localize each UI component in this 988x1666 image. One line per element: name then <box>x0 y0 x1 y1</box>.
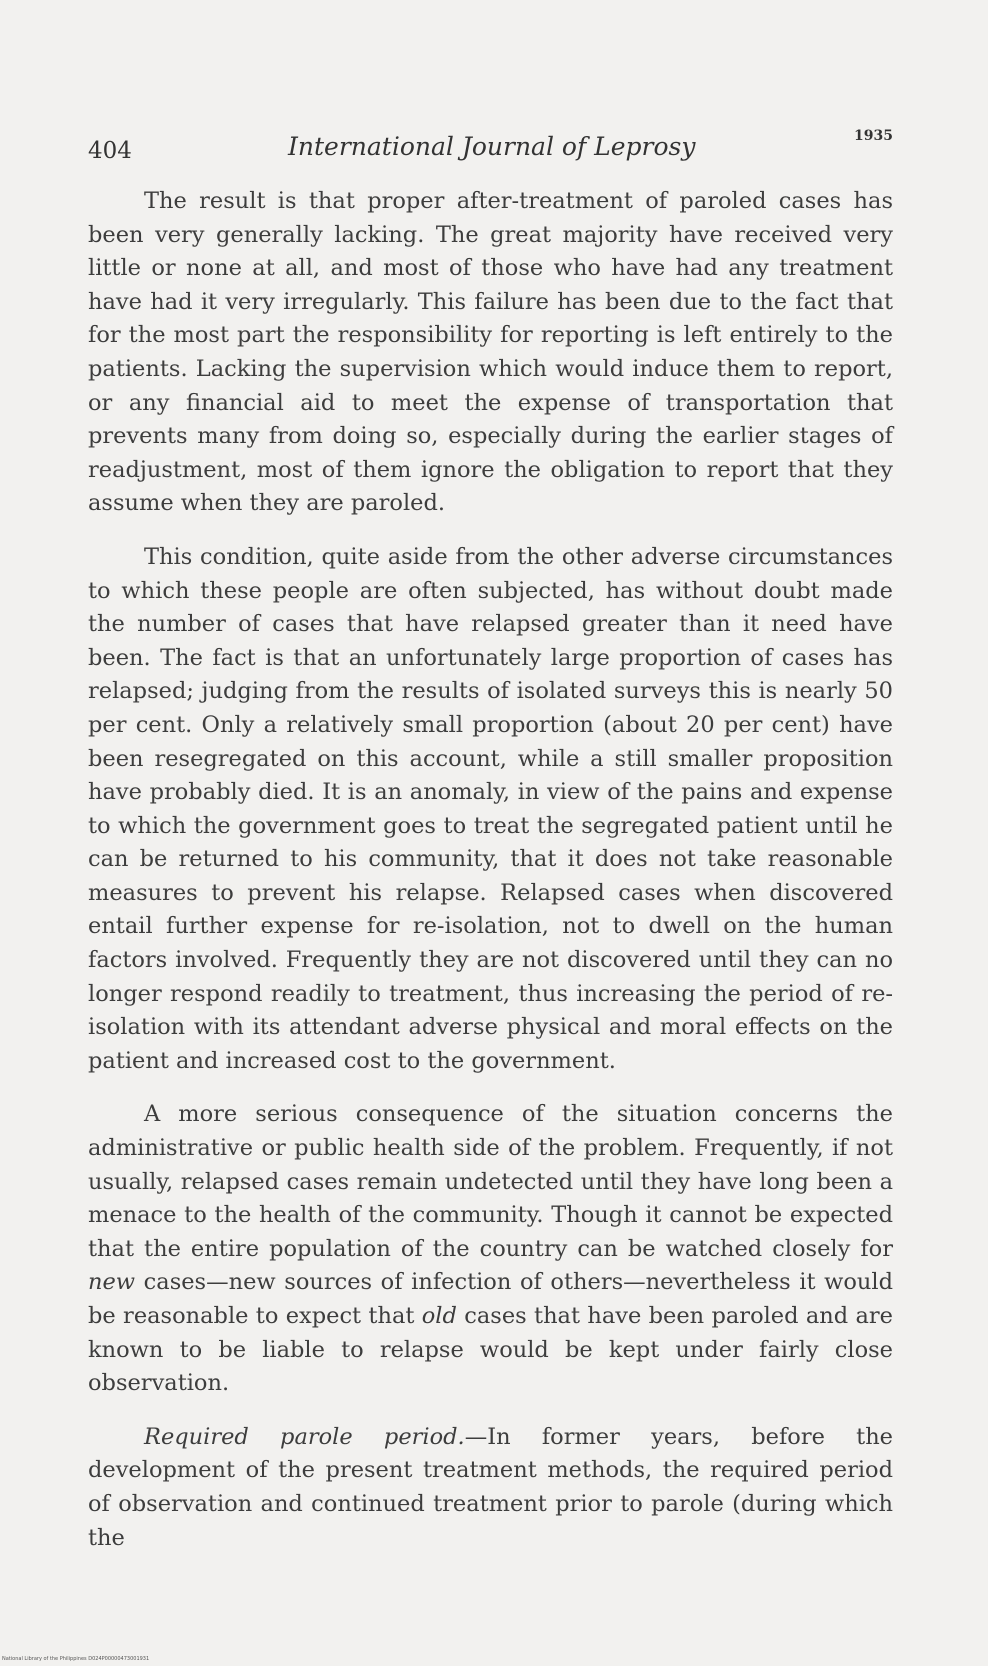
library-stamp: National Library of the Philippines D024P00000473001931 <box>2 1656 150 1662</box>
running-header <box>88 128 893 168</box>
paragraph-1: The result is that proper after-treatment of paroled cases has been very generally lacking. The great majority have received very little or none at all, and most of those who have had any treatment have had it very irregularly. This failure has been due to the fact that for the most part the responsibility for reporting is left entirely to the patients. Lacking the supervision which would induce them to report, or any financial aid to meet the expense of transportation that prevents many from doing so, especially during the earlier stages of readjustment, most of them ignore the obligation to report that they assume when they are paroled. <box>88 188 893 517</box>
paragraph-3-part-a: A more serious consequence of the situation concerns the administrative or public health side of the problem. Frequently, if not usually, relapsed cases remain undetected until they have long been a menace to the health of the community. Though it cannot be expected that the entire population of the country can be watched closely for <box>88 1101 893 1262</box>
emphasis-old: old <box>421 1303 457 1329</box>
paragraph-4 <box>88 1421 893 1555</box>
paragraph-2: This condition, quite aside from the other adverse circumstances to which these people are often subjected, has without doubt made the number of cases that have relapsed greater than it need have been. The fact is that an unfortunately large proportion of cases has relapsed; judging from the results of isolated surveys this is nearly 50 per cent. Only a relatively small proportion (about 20 per cent) have been resegregated on this account, while a still smaller proposition have probably died. It is an anomaly, in view of the pains and expense to which the government goes to treat the segregated patient until he can be returned to his community, that it does not take reasonable measures to prevent his relapse. Relapsed cases when discovered entail further expense for re-isolation, not to dwell on the human factors involved. Frequently they are not discovered until they can no longer respond readily to treatment, thus increasing the period of re-isolation with its attendant adverse physical and moral effects on the patient and increased cost to the government. <box>88 543 893 1074</box>
emphasis-new: new <box>88 1269 136 1296</box>
paragraph-3 <box>88 1098 893 1400</box>
journal-title: International Journal of Leprosy <box>288 132 696 161</box>
page-number: 404 <box>88 138 132 164</box>
section-run-in-heading: Required parole period. <box>144 1423 465 1450</box>
paragraph-3-part-c: cases that have been paroled and are known to be liable to relapse would be kept under fairly close observation. <box>88 1303 893 1397</box>
paragraph-3-part-b: cases—new sources of infection of others—nevertheless it would be reasonable to expect that <box>88 1269 893 1329</box>
body-text <box>88 185 893 1575</box>
year: 1935 <box>854 128 893 144</box>
paragraph-4-text: —In former years, before the development of the present treatment methods, the required period of observation and continued treatment prior to parole (during which the <box>88 1423 894 1551</box>
